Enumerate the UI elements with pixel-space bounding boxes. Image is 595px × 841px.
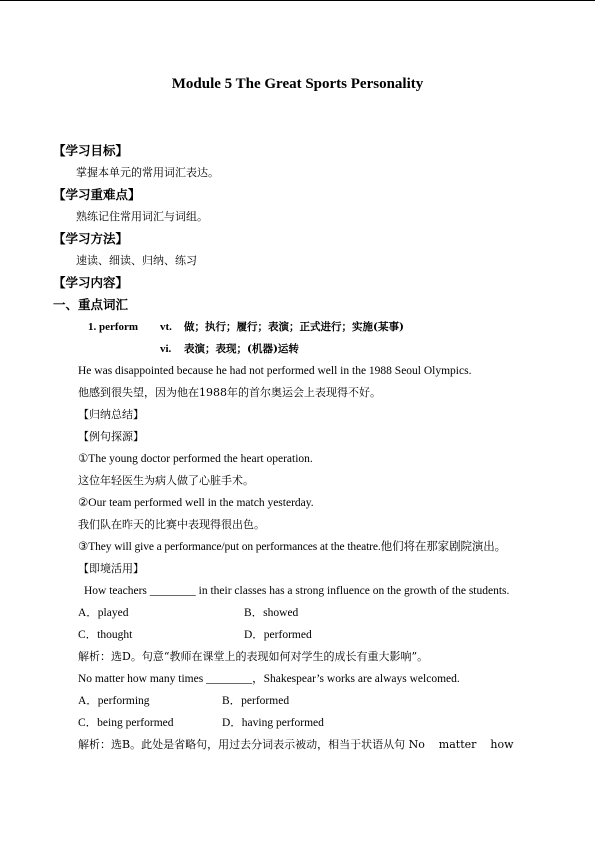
objective-text: 掌握本单元的常用词汇表达。	[76, 166, 219, 179]
example-1-chinese: 这位年轻医生为病人做了心脏手术。	[78, 474, 254, 487]
q1-option-a: A．played	[78, 607, 129, 619]
example-english: He was disappointed because he had not performed well in the 1988 Seoul Olympics.	[78, 365, 472, 377]
entry-def-vi: 表演；表现；(机器)运转	[184, 343, 299, 355]
example-chinese: 他感到很失望，因为他在1988年的首尔奥运会上表现得不好。	[78, 386, 381, 399]
top-rule	[0, 0, 595, 1]
entry-pos-vi: vi.	[160, 343, 172, 355]
example-2-english: ②Our team performed well in the match yesterday.	[78, 497, 314, 509]
vocab-heading: 一、重点词汇	[53, 297, 129, 312]
q1-answer: 解析：选D。句意“教师在课堂上的表现如何对学生的成长有重大影响”。	[78, 650, 429, 663]
entry-word: 1. perform	[88, 321, 139, 333]
objective-heading: 【学习目标】	[53, 143, 129, 158]
q1-option-c: C．thought	[78, 629, 133, 641]
method-text: 速读、细读、归纳、练习	[76, 254, 197, 267]
focus-text: 熟练记住常用词汇与词组。	[76, 210, 208, 223]
example-1-english: ①The young doctor performed the heart operation.	[78, 453, 313, 465]
content-heading: 【学习内容】	[53, 275, 129, 290]
example-2-chinese: 我们队在昨天的比赛中表现得很出色。	[78, 518, 265, 531]
method-heading: 【学习方法】	[53, 231, 129, 246]
question-1: How teachers ________ in their classes has a strong influence on the growth of the students.	[84, 585, 510, 597]
page-title: Module 5 The Great Sports Personality	[171, 76, 424, 92]
q2-option-a: A．performing	[78, 695, 150, 707]
q1-option-b: B．showed	[244, 607, 299, 619]
entry-def-vt: 做；执行；履行；表演；正式进行；实施(某事)	[184, 321, 404, 333]
q2-option-d: D．having performed	[222, 717, 324, 729]
summary-heading: 【归纳总结】	[78, 408, 144, 421]
entry-pos-vt: vt.	[160, 321, 172, 333]
q1-option-d: D．performed	[244, 629, 312, 641]
example-3: ③They will give a performance/put on performances at the theatre.他们将在那家剧院演出。	[78, 541, 507, 553]
q2-answer: 解析：选B。此处是省略句，用过去分词表示被动，相当于状语从句 No matter how	[78, 738, 514, 751]
practice-heading: 【即境活用】	[78, 562, 144, 575]
q2-option-b: B．performed	[222, 695, 290, 707]
focus-heading: 【学习重难点】	[53, 187, 141, 202]
question-2: No matter how many times ________，Shakespear’s works are always welcomed.	[78, 673, 460, 685]
examples-heading: 【例句探源】	[78, 430, 144, 443]
q2-option-c: C．being performed	[78, 717, 174, 729]
